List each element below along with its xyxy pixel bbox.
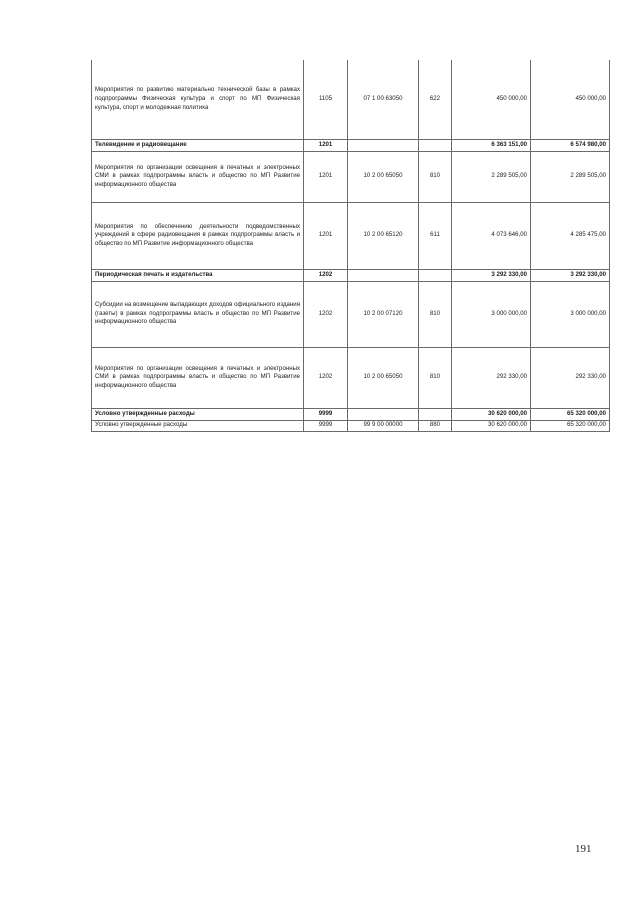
table-row [92,60,610,139]
item-name: Субсидии на возмещение выпадающих доходов официального издания (газеты) в рамках подпрограммы власть и общество по МП Развитие информационного общества [92,281,304,347]
expense-type-code: 810 [419,347,452,408]
expense-type-code: 810 [419,281,452,347]
expense-type-code [419,408,452,420]
amount-year-2: 65 320 000,00 [531,408,610,420]
amount-year-2: 450 000,00 [531,60,610,139]
table-row-section [92,139,610,151]
target-article-code: 07 1 00 63050 [348,60,419,139]
amount-year-1: 3 292 330,00 [452,269,531,281]
section-code: 9999 [304,408,348,420]
section-code: 1201 [304,202,348,269]
section-name: Телевидение и радиовещание [92,139,304,151]
amount-year-2: 3 000 000,00 [531,281,610,347]
item-name: Условно утвержденные расходы [92,420,304,431]
table-row [92,202,610,269]
budget-table [91,60,610,432]
target-article-code [348,269,419,281]
amount-year-1: 2 289 505,00 [452,151,531,202]
amount-year-1: 30 620 000,00 [452,420,531,431]
target-article-code [348,139,419,151]
table-row [92,347,610,408]
amount-year-2: 2 289 505,00 [531,151,610,202]
table-row [92,420,610,431]
amount-year-2: 65 320 000,00 [531,420,610,431]
table-row [92,281,610,347]
section-code: 1202 [304,269,348,281]
expense-type-code: 622 [419,60,452,139]
expense-type-code [419,269,452,281]
section-name: Условно утвержденные расходы [92,408,304,420]
amount-year-1: 450 000,00 [452,60,531,139]
section-code: 1105 [304,60,348,139]
amount-year-1: 30 620 000,00 [452,408,531,420]
target-article-code: 10 2 00 65050 [348,347,419,408]
amount-year-2: 292 330,00 [531,347,610,408]
expense-type-code [419,139,452,151]
target-article-code: 10 2 00 65120 [348,202,419,269]
section-code: 1201 [304,151,348,202]
section-name: Периодическая печать и издательства [92,269,304,281]
amount-year-2: 6 574 980,00 [531,139,610,151]
target-article-code: 99 9 00 00000 [348,420,419,431]
expense-type-code: 611 [419,202,452,269]
amount-year-1: 6 363 151,00 [452,139,531,151]
item-name: Мероприятия по обеспечению деятельности подведомственных учреждений в сфере радиовещания в рамках подпрограммы власть и общество по МП Развитие информационного общества [92,202,304,269]
amount-year-2: 4 285 475,00 [531,202,610,269]
amount-year-1: 3 000 000,00 [452,281,531,347]
target-article-code: 10 2 00 07120 [348,281,419,347]
section-code: 1202 [304,347,348,408]
table-row [92,151,610,202]
amount-year-1: 4 073 646,00 [452,202,531,269]
page-number: 191 [575,843,592,855]
expense-type-code: 810 [419,151,452,202]
expense-type-code: 880 [419,420,452,431]
target-article-code [348,408,419,420]
amount-year-1: 292 330,00 [452,347,531,408]
item-name: Мероприятия по организации освещения в печатных и электронных СМИ в рамках подпрограммы власть и общество по МП Развитие информационного общества [92,151,304,202]
item-name: Мероприятия по развитию материально технической базы в рамках подпрограммы Физическая культура и спорт по МП Физическая культура, спорт и молодежная политика [92,60,304,139]
section-code: 1201 [304,139,348,151]
item-name: Мероприятия по организации освещения в печатных и электронных СМИ в рамках подпрограммы власть и общество по МП Развитие информационного общества [92,347,304,408]
table-row-section [92,408,610,420]
section-code: 1202 [304,281,348,347]
table-row-section [92,269,610,281]
section-code: 9999 [304,420,348,431]
target-article-code: 10 2 00 65050 [348,151,419,202]
amount-year-2: 3 292 330,00 [531,269,610,281]
